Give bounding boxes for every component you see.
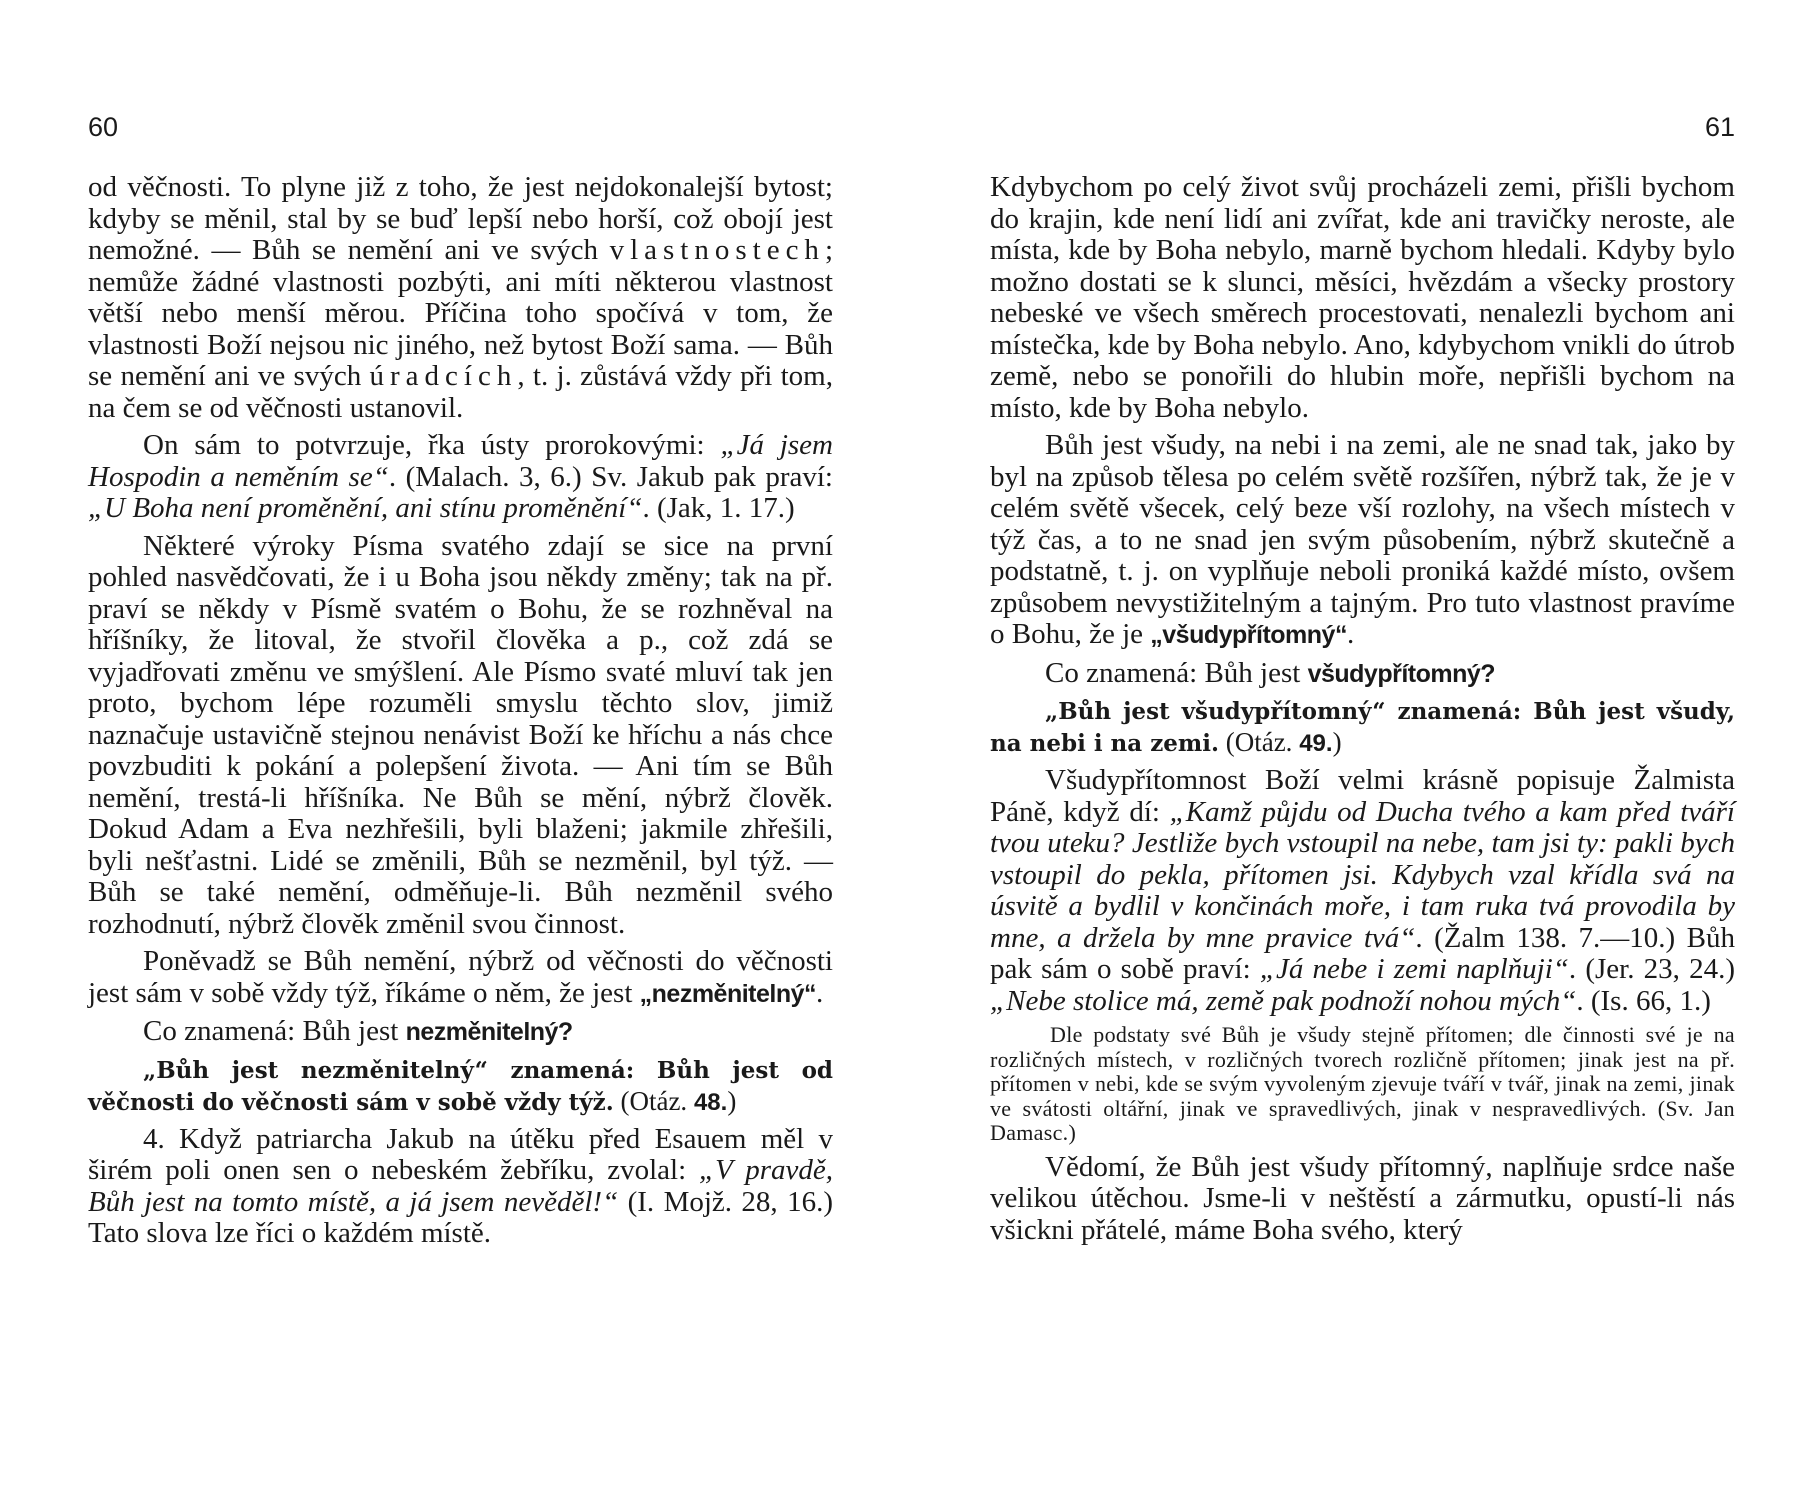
catechism-question: Co znamená: Bůh jest všudypřítomný? (1045, 656, 1496, 689)
footnote-small-print: Dle podstaty své Bůh je všudy stejně přítomen; dle činnosti své je na rozličných místech, v rozličných tvorech rozličně přítomen; jinak jest na př. přítomen v nebi, kde se svým vyvoleným zjevuje tváří v tvář, jinak na zemi, jinak ve svátosti oltářní, jinak ve spravedlivých, jinak v nespravedlivých. (Sv. Jan Damasc.) (990, 1022, 1735, 1145)
scripture-quote: „Já jsem Hospodin a neměním se“ (88, 429, 833, 493)
left-page-text (88, 172, 833, 1256)
paragraph: Bůh jest všudy, na nebi i na zemi, ale ne snad tak, jako by byl na způsob tělesa po celém světě rozšířen, nýbrž tak, že je v celém světě všecek, celý beze vší rozlohy, na všech místech v týž čas, a to ne snad jen svým působením, nýbrž skutečně a podstatně, t. j. on vyplňuje neboli proniká každé místo, ovšem způsobem nevystižitelným a tajným. Pro tuto vlastnost pravíme o Bohu, že je „všudypřítomný“. (990, 429, 1735, 650)
scripture-quote: „V pravdě, Bůh jest na tomto místě, a já jsem nevěděl!“ (88, 1154, 833, 1218)
key-term: „nezměnitelný“ (639, 979, 817, 1008)
key-term: nezměnitelný? (405, 1018, 573, 1046)
key-term: „všudypřítomný“ (1150, 621, 1347, 649)
emphasis-spaced: vlastnostech (609, 234, 825, 266)
paragraph: Poněvadž se Bůh nemění, nýbrž od věčnosti do věčnosti jest sám v sobě vždy týž, říkáme o něm, že jest „nezměnitelný“. (88, 945, 833, 1009)
right-page-text (990, 172, 1735, 1252)
paragraph: 4. Když patriarcha Jakub na útěku před Esauem měl v širém poli onen sen o nebeském žebříku, zvolal: „V pravdě, Bůh jest na tomto místě, a já jsem nevěděl!“ (I. Mojž. 28, 16.) Tato slova lze říci o každém místě. (88, 1122, 833, 1249)
scripture-quote: „U Boha není proměnění, ani stínu proměnění“ (88, 492, 643, 524)
paragraph: Některé výroky Písma svatého zdají se sice na první pohled nasvědčovati, že i u Boha jsou někdy změny; tak na př. praví se někdy v Písmě svatém o Bohu, že se rozhněval na hříšníky, že litoval, že stvořil člověka a p., což zdá se vyjadřovati změnu ve smýšlení. Ale Písmo svaté mluví tak jen proto, bychom lépe rozuměli smyslu těchto slov, jimiž naznačuje ustavičně stejnou nenávist Boží ke hříchu a nás chce povzbuditi k pokání a polepšení života. — Ani tím se Bůh nemění, trestá-li hříšníka. Ne Bůh se mění, nýbrž člověk. Dokud Adam a Eva nezhřešili, byli blaženi; jakmile zhřešili, byli nešťastni. Lidé se změnili, Bůh se nezměnil, byl týž. — Bůh se také nemění, odměňuje-li. Bůh nezměnil svého rozhodnutí, nýbrž člověk změnil svou činnost. (88, 529, 833, 940)
catechism-answer: „Bůh jest všudypřítomný“ znamená: Bůh jest všudy, na nebi i na zemi. (Otáz. 49.) (990, 698, 1735, 757)
question-reference: (Otáz. 48.) (613, 1085, 737, 1116)
scripture-quote: „Kamž půjdu od Ducha tvého a kam před tváří tvou uteku? Jestliže bych vstoupil na nebe, tam jsi ty: pakli bych vstoupil do pekla, přítomen jsi. Kdybych vzal křídla svá na úsvitě a bydlil v končinách moře, i tam ruka tvá provodila by mne, a držela by mne pravice tvá“ (990, 795, 1735, 954)
emphasis-spaced: úradcích (369, 360, 518, 392)
catechism-answer: „Bůh jest nezměnitelný“ znamená: Bůh jest od věčnosti do věčnosti sám v sobě vždy týž. (Otáz. 48.) (88, 1056, 833, 1116)
scripture-quote: „Já nebe i zemi naplňuji“ (1259, 953, 1569, 985)
page-number: 61 (1704, 112, 1735, 142)
paragraph: Kdybychom po celý život svůj procházeli zemi, přišli bychom do krajin, kde není lidí ani zvířat, kde ani travičky neroste, ale místa, kde by Boha nebylo, marně bychom hledali. Kdyby bylo možno dostati se k slunci, měsíci, hvězdám a všecky prostory nebeské ve všech směrech procestovati, nenalezli bychom ani místečka, kde by Boha nebylo. Ano, kdybychom vnikli do útrob země, nebo se ponořili do hlubin moře, nepřišli bychom na místo, kde by Boha nebylo. (990, 171, 1735, 424)
paragraph: On sám to potvrzuje, řka ústy prorokovými: „Já jsem Hospodin a neměním se“. (Malach. 3, 6.) Sv. Jakub pak praví: „U Boha není proměnění, ani stínu proměnění“. (Jak, 1. 17.) (88, 429, 833, 524)
key-term: všudypřítomný? (1307, 659, 1496, 688)
scripture-quote: „Nebe stolice má, země pak podnoží nohou mých“ (990, 984, 1577, 1017)
catechism-question: Co znamená: Bůh jest nezměnitelný? (143, 1015, 573, 1047)
page-number: 60 (88, 112, 119, 142)
paragraph: Všudypřítomnost Boží velmi krásně popisuje Žalmista Páně, když dí: „Kamž půjdu od Ducha tvého a kam před tváří tvou uteku? Jestliže bych vstoupil na nebe, tam jsi ty: pakli bych vstoupil do pekla, přítomen jsi. Kdybych vzal křídla svá na úsvitě a bydlil v končinách moře, i tam ruka tvá provodila by mne, a držela by mne pravice tvá“. (Žalm 138. 7.—10.) Bůh pak sám o sobě praví: „Já nebe i zemi naplňuji“. (Jer. 23, 24.) „Nebe stolice má, země pak podnoží nohou mých“. (Is. 66, 1.) (990, 764, 1735, 1017)
paragraph: Vědomí, že Bůh jest všudy přítomný, naplňuje srdce naše velikou útěchou. Jsme-li v neštěstí a zármutku, opustí-li nás všickni přátelé, máme Boha svého, který (990, 1150, 1735, 1246)
question-reference: (Otáz. 49.) (1218, 727, 1342, 757)
paragraph: od věčnosti. To plyne již z toho, že jest nejdokonalejší bytost; kdyby se měnil, stal by se buď lepší nebo horší, což obojí jest nemožné. — Bůh se nemění ani ve svých vlastnostech; nemůže žádné vlastnosti pozbýti, ani míti některou vlastnost větší nebo menší měrou. Příčina toho spočívá v tom, že vlastnosti Boží nejsou nic jiného, než bytost Boží sama. — Bůh se nemění ani ve svých úradcích, t. j. zůstává vždy při tom, na čem se od věčnosti ustanovil. (88, 171, 833, 424)
